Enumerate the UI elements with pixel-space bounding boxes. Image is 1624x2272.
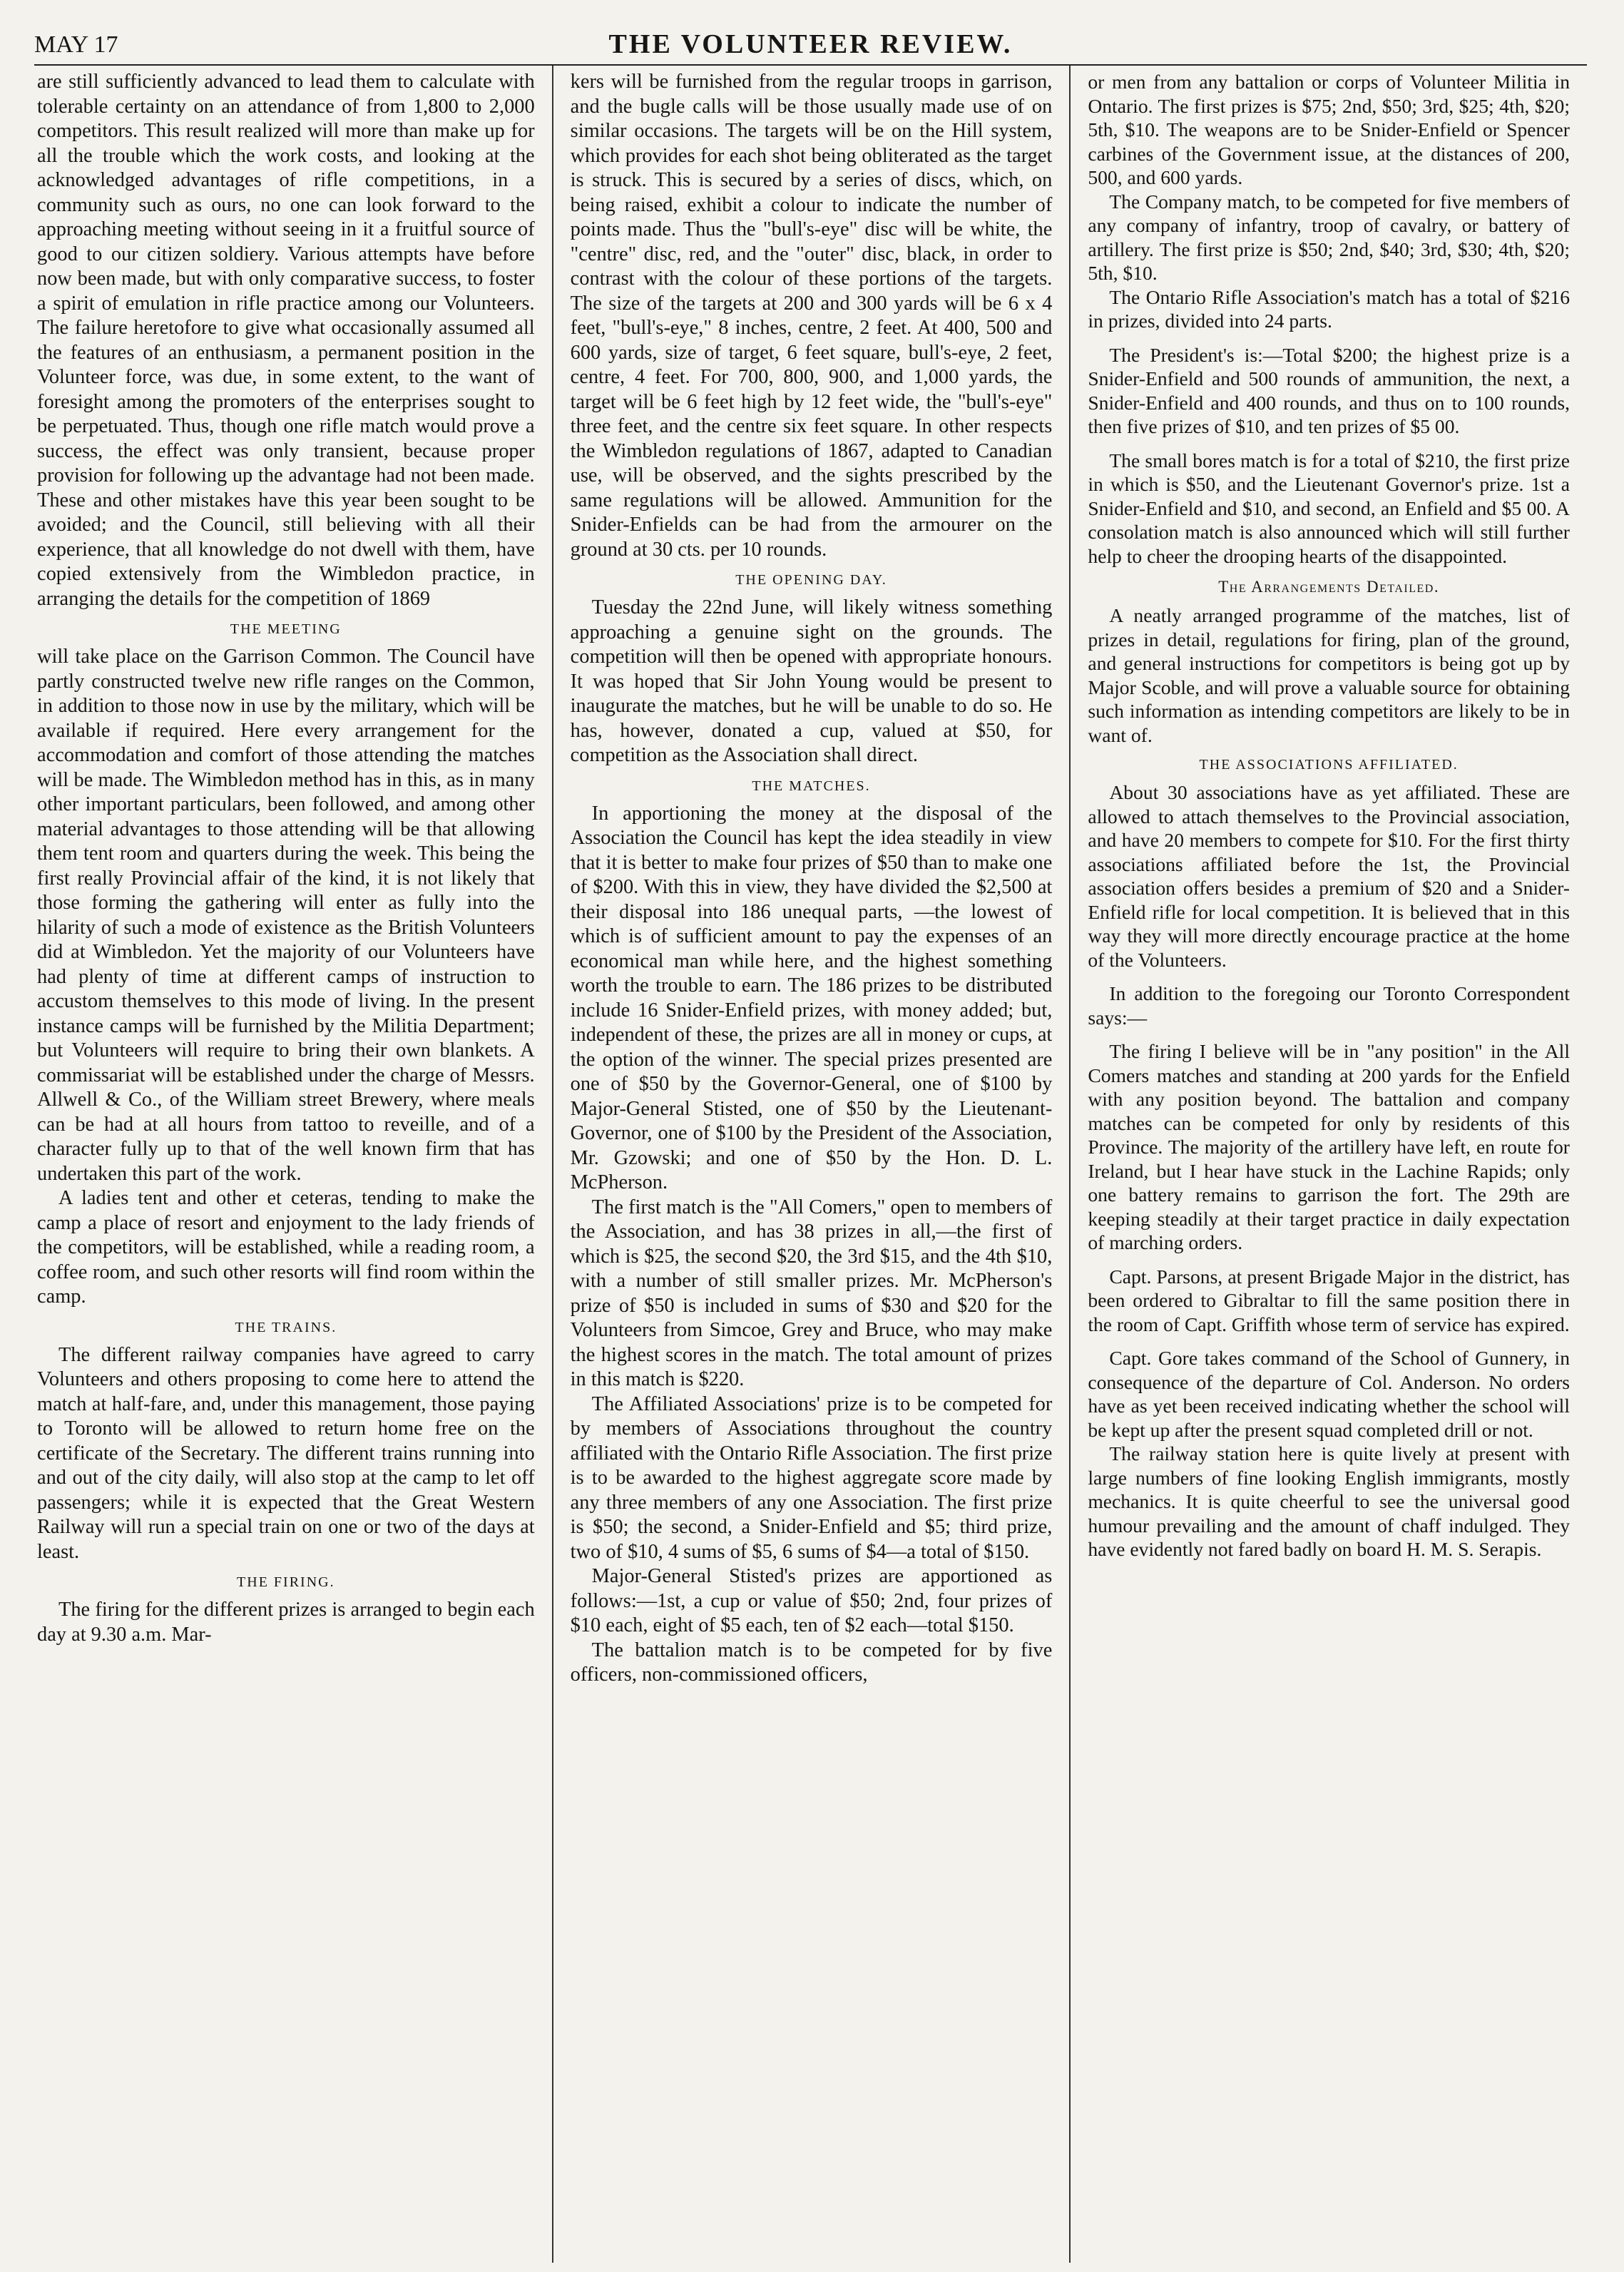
paragraph: About 30 associations have as yet affiliated. These are allowed to attach themselves to the Provincial association, and have 20 members to compete for $10. For the first thirty associations affiliated before the 1st, the Provincial association offers besides a premium of $20 and a Snider-Enfield rifle for local competition. It is believed that in this way they will more directly encourage practice at the home of the Volunteers. [1088,781,1570,971]
paragraph: A ladies tent and other et ceteras, tending to make the camp a place of resort and enjoyment to the lady friends of the competitors, will be established, while a reading room, a coffee room, and such other resorts will find room within the camp. [37,1187,535,1308]
paragraph: Capt. Gore takes command of the School of Gunnery, in consequence of the departure of Col. Anderson. No orders have as yet been received indicating whether the school will be kept up after the present squad completed drill or not. [1088,1347,1570,1441]
paragraph: The small bores match is for a total of $210, the first prize in which is $50, and the Lieutenant Governor's prize. 1st a Snider-Enfield and $10, and second, an Enfield and $5 00. A consolation match is also announced which will still further help to cheer the drooping hearts of the disappointed. [1088,449,1570,567]
paragraph: are still sufficiently advanced to lead them to calculate with tolerable certainty on an attendance of from 1,800 to 2,000 competitors. This result realized will more than make up for all the trouble which the work costs, and looking at the acknowledged advantages of rifle competitions, in a community such as ours, no one can look forward to the approaching meeting without seeing in it a fruitful source of good to our citizen soldiery. Various attempts have before now been made, but with only comparative success, to foster a spirit of emulation in rifle practice among our Volunteers. The failure heretofore to give what occasionally assumed all the features of an enthusiasm, a permanent position in the Volunteer force, was due, in some extent, to the want of foresight among the promoters of the enterprises sought to be perpetuated. Thus, though one rifle match would prove a success, the effect was only transient, because proper provision for following up the advantage had not been made. These and other mistakes have this year been sought to be avoided; and the Council, still believing with all their experience, that all knowledge do not dwell with them, have copied extensively from the Wimbledon practice, in arranging the details for the competition of 1869 [37,71,535,610]
paragraph: or men from any battalion or corps of Volunteer Militia in Ontario. The first prizes is $75; 2nd, $50; 3rd, $25; 4th, $20; 5th, $10. The weapons are to be Snider-Enfield or Spencer carbines of the Government issue, at the distances of 200, 500, and 600 yards. [1088,71,1570,188]
page-date: MAY 17 [34,31,118,58]
section-heading-meeting: THE MEETING [230,621,342,637]
masthead [34,27,1587,66]
paragraph: The Affiliated Associations' prize is to be competed for by members of Associations throughout the country affiliated with the Ontario Rifle Association. The first prize is to be awarded to the highest aggregate score made by any three members of any one Association. The first prize is $50; the second, a Snider-Enfield and $5; third prize, two of $10, 4 sums of $5, 6 sums of $4—a total of $150. [570,1392,1053,1563]
paragraph: will take place on the Garrison Common. The Council have partly constructed twelve new rifle ranges on the Common, in addition to those now in use by the military, which will be available if required. Here every arrangement for the accommodation and comfort of those attending the matches will be made. The Wimbledon method has in this, as in many other important particulars, been followed, and among other material advantages to those attending will be that allowing them tent room and quarters during the week. This being the first really Provincial affair of the kind, it is not likely that those forming the gathering will enter as fully into the hilarity of such a mode of existence as the British Volunteers did at Wimbledon. Yet the majority of our Volunteers have had plenty of time at different camps of instruction to accustom themselves to this mode of living. In the present instance camps will be furnished by the Militia Department; but Volunteers will require to bring their own blankets. A commissariat will be established under the charge of Messrs. Allwell & Co., of the William street Brewery, where meals can be had at all hours from tattoo to reveille, and of a character fully up to that of the well known firm that has undertaken this part of the work. [37,646,535,1185]
paragraph: The President's is:—Total $200; the highest prize is a Snider-Enfield and 500 rounds of ammunition, the next, a Snider-Enfield and 400 rounds, and thus on to 100 rounds, then five prizes of $10, and ten prizes of $5 00. [1088,343,1570,437]
paragraph: The Company match, to be competed for five members of any company of infantry, troop of cavalry, or battery of artillery. The first prize is $50; 2nd, $40; 3rd, $30; 4th, $20; 5th, $10. [1088,190,1570,284]
section-heading-arrangements: The Arrangements Detailed. [1218,578,1440,596]
section-heading-opening-day: THE OPENING DAY. [735,572,887,588]
paragraph: kers will be furnished from the regular troops in garrison, and the bugle calls will be those usually made use of on similar occasions. The targets will be on the Hill system, which provides for each shot being obliterated as the target is struck. This is secured by a series of discs, which, on being raised, exhibit a colour to indicate the number of points made. Thus the "bull's-eye" disc will be white, the "centre" disc, red, and the "outer" disc, black, in order to contrast with the colour of these portions of the targets. The size of the targets at 200 and 300 yards will be 6 x 4 feet, "bull's-eye," 8 inches, centre, 2 feet. At 400, 500 and 600 yards, size of target, 6 feet square, bull's-eye, 2 feet, centre, 4 feet. For 700, 800, 900, and 1,000 yards, the target will be 6 feet high by 12 feet wide, the "bull's-eye" three feet, and the centre six feet square. In other respects the Wimbledon regulations of 1867, adapted to Canadian use, will be observed, and the sights prescribed by the same regulations will be allowed. Ammunition for the Snider-Enfields can be had from the armourer on the ground at 30 cts. per 10 rounds. [570,71,1053,561]
section-heading-firing: THE FIRING. [237,1574,335,1590]
paragraph: Tuesday the 22nd June, will likely witness something approaching a genuine sight on the grounds. The competition will then be opened with appropriate honours. It was hoped that Sir John Young would be present to inaugurate the matches, but he will be unable to do so. He has, however, donated a cup, valued at $50, for competition as the Association shall direct. [570,596,1053,766]
column-3 [1069,66,1587,2263]
paragraph: A neatly arranged programme of the matches, list of prizes in detail, regulations for firing, plan of the ground, and general instructions for competitors is being got up by Major Scoble, and will prove a valuable source for obtaining such information as intending competitors are likely to be in want of. [1088,604,1570,746]
paragraph: The different railway companies have agreed to carry Volunteers and others proposing to come here to attend the match at half-fare, and, under this management, those paying to Toronto will be allowed to return home free on the certificate of the Secretary. The different trains running into and out of the city daily, will also stop at the camp to let off passengers; while it is expected that the Great Western Railway will run a special train on one or two of the days at least. [37,1343,535,1563]
newspaper-title: THE VOLUNTEER REVIEW. [608,29,1013,59]
paragraph: The first match is the "All Comers," open to members of the Association, and has 38 prizes in all,—the first of which is $25, the second $20, the 3rd $15, and the 4th $10, with a number of still smaller prizes. Mr. McPherson's prize of $50 is included in sums of $30 and $20 for the Volunteers from Simcoe, Grey and Bruce, who may make the highest scores in the match. The total amount of prizes in this match is $220. [570,1196,1053,1390]
paragraph: Major-General Stisted's prizes are apportioned as follows:—1st, a cup or value of $50; 2nd, four prizes of $10 each, eight of $5 each, ten of $2 each—total $150. [570,1565,1053,1636]
column-2 [552,66,1070,2263]
column-1 [34,66,552,2263]
paragraph: The battalion match is to be competed for by five officers, non-commissioned officers, [570,1639,1053,1686]
paragraph: The railway station here is quite lively at present with large numbers of fine looking English immigrants, mostly mechanics. It is quite cheerful to see the universal good humour prevailing and the amount of chaff indulged. They have evidently not fared badly on board H. M. S. Serapis. [1088,1442,1570,1560]
paragraph: In addition to the foregoing our Toronto Correspondent says:— [1088,982,1570,1029]
paragraph: Capt. Parsons, at present Brigade Major in the district, has been ordered to Gibraltar to fill the same position there in the room of Capt. Griffith whose term of service has expired. [1088,1265,1570,1335]
paragraph: The Ontario Rifle Association's match has a total of $216 in prizes, divided into 24 parts. [1088,285,1570,332]
section-heading-trains: THE TRAINS. [235,1319,337,1335]
paragraph: The firing for the different prizes is arranged to begin each day at 9.30 a.m. Mar- [37,1599,535,1646]
section-heading-associations: THE ASSOCIATIONS AFFILIATED. [1199,757,1459,773]
article-columns [34,66,1587,2263]
section-heading-matches: THE MATCHES. [752,778,871,794]
paragraph: The firing I believe will be in "any position" in the All Comers matches and standing at 200 yards for the Enfield with any position beyond. The battalion and company matches can be competed for only by residents of this Province. The majority of the artillery have left, en route for Ireland, but I hear have stuck in the Lachine Rapids; only one battery remains to garrison the fort. The 29th are keeping steadily at their target practice in daily expectation of marching orders. [1088,1040,1570,1253]
paragraph: In apportioning the money at the disposal of the Association the Council has kept the idea steadily in view that it is better to make four prizes of $50 than to make one of $200. With this in view, they have divided the $2,500 at their disposal into 186 unequal parts, —the lowest of which is of sufficient amount to pay the expenses of an economical man while here, and the highest something worth the trouble to earn. The 186 prizes to be distributed include 16 Snider-Enfield prizes, with money added; but, independent of these, the prizes are all in money or cups, at the option of the winner. The special prizes presented are one of $50 by the Governor-General, one of $100 by Major-General Stisted, one of $50 by the Lieutenant-Governor, one of $100 by the President of the Association, Mr. Gzowski; and one of $50 by the Hon. D. L. McPherson. [570,802,1053,1193]
